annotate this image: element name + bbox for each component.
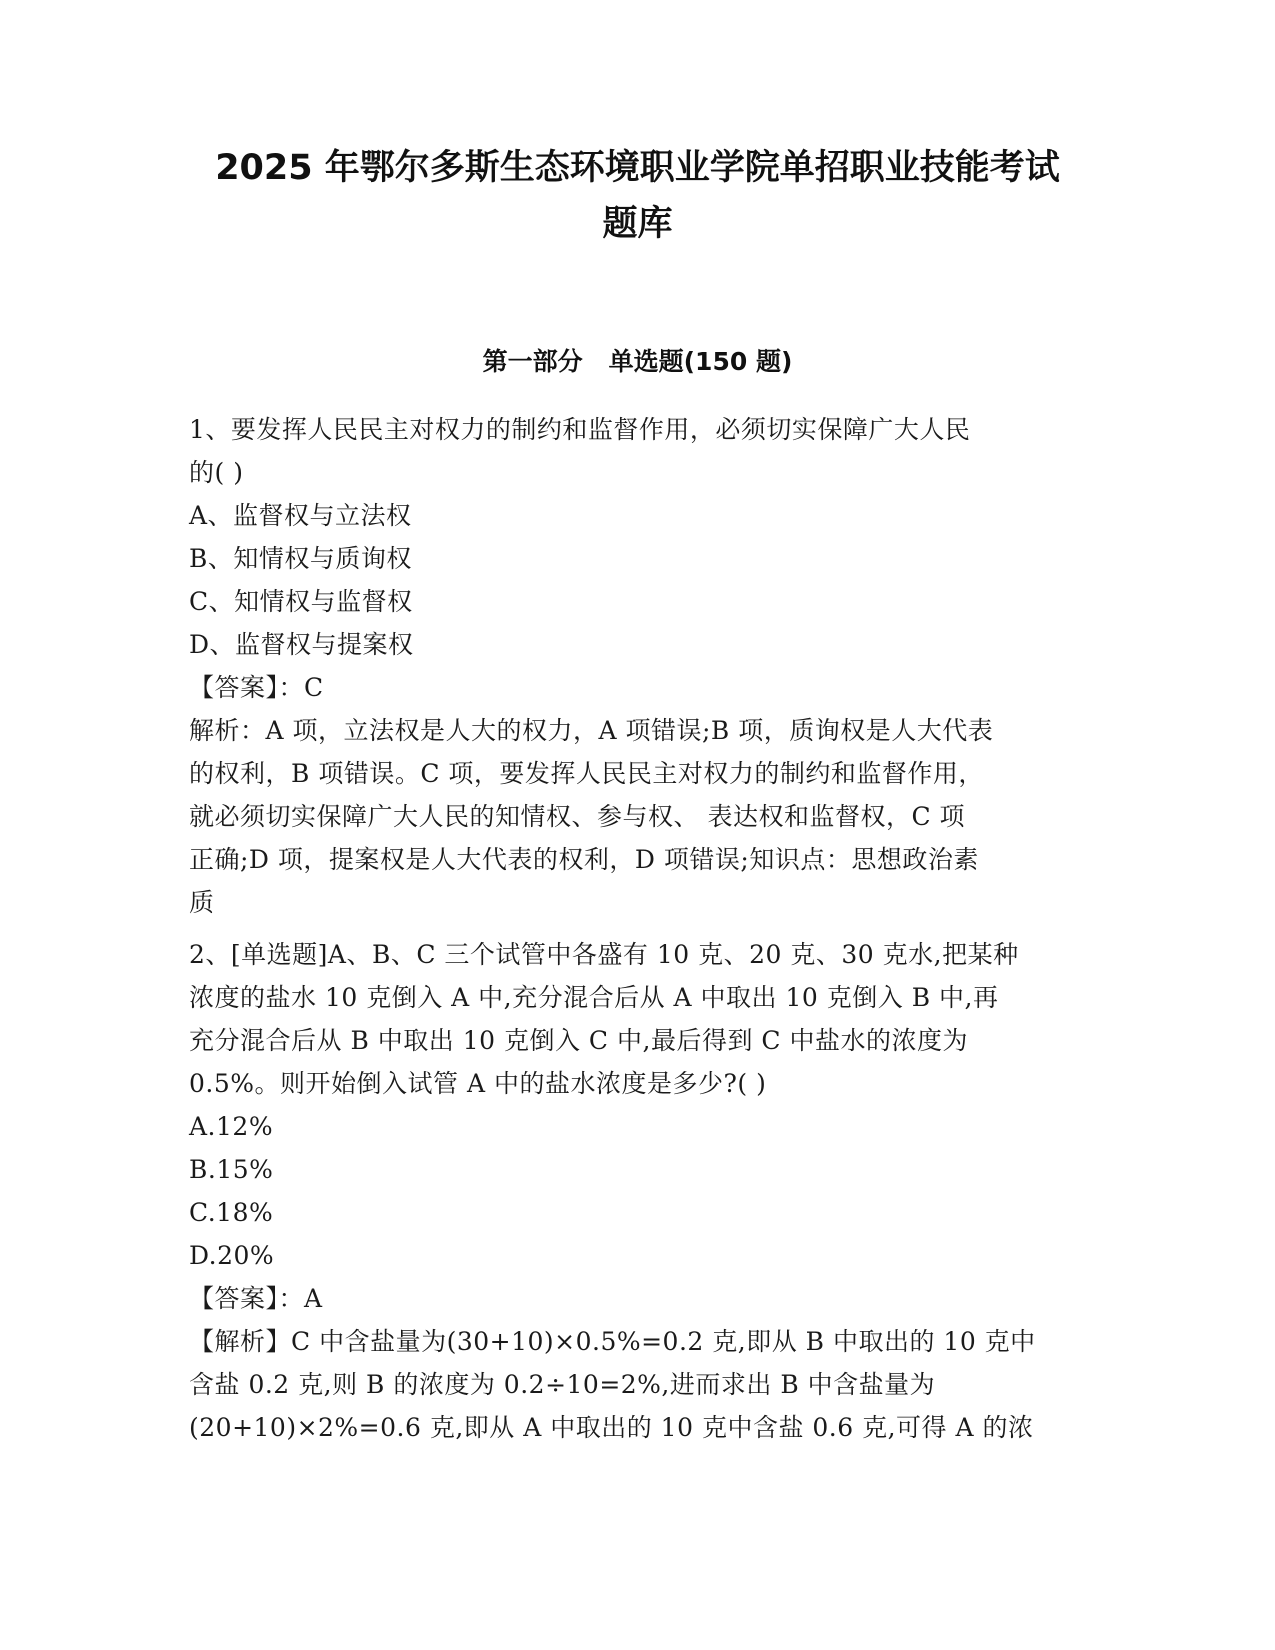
question-1	[189, 408, 1089, 924]
question-stem-line: 0.5%。则开始倒入试管 A 中的盐水浓度是多少?( )	[189, 1069, 767, 1098]
analysis-line: 含盐 0.2 克,则 B 的浓度为 0.2÷10=2%,进而求出 B 中含盐量为	[189, 1370, 936, 1399]
question-stem-line: 浓度的盐水 10 克倒入 A 中,充分混合后从 A 中取出 10 克倒入 B 中,再	[189, 983, 999, 1012]
title-line-2: 题库	[602, 204, 673, 244]
question-2	[189, 933, 1089, 1449]
question-stem-line: 充分混合后从 B 中取出 10 克倒入 C 中,最后得到 C 中盐水的浓度为	[189, 1026, 968, 1055]
option-d: D、监督权与提案权	[189, 630, 414, 659]
option-a: A、监督权与立法权	[189, 501, 412, 530]
option-a: A.12%	[189, 1112, 274, 1141]
analysis-line: (20+10)×2%=0.6 克,即从 A 中取出的 10 克中含盐 0.6 克,可得 A 的浓	[189, 1413, 1034, 1442]
question-stem-line: 的( )	[189, 458, 244, 487]
analysis-line: 【解析】C 中含盐量为(30+10)×0.5%=0.2 克,即从 B 中取出的 10 克中	[189, 1327, 1036, 1356]
section-heading	[140, 345, 1135, 379]
section-part: 第一部分	[482, 347, 583, 376]
question-stem-line: 1、要发挥人民民主对权力的制约和监督作用，必须切实保障广大人民	[189, 415, 971, 444]
analysis-line: 解析：A 项，立法权是人大的权力，A 项错误;B 项，质询权是人大代表	[189, 716, 994, 745]
answer: 【答案】：A	[189, 1284, 323, 1313]
option-c: C.18%	[189, 1198, 274, 1227]
option-b: B、知情权与质询权	[189, 544, 412, 573]
option-d: D.20%	[189, 1241, 275, 1270]
answer: 【答案】：C	[189, 673, 324, 702]
document-title	[140, 140, 1135, 252]
document-body	[189, 408, 1089, 1449]
title-line-1: 2025 年鄂尔多斯生态环境职业学院单招职业技能考试	[215, 148, 1060, 188]
option-b: B.15%	[189, 1155, 274, 1184]
analysis-line: 的权利，B 项错误。C 项，要发挥人民民主对权力的制约和监督作用，	[189, 759, 984, 788]
question-stem-line: 2、[单选题]A、B、C 三个试管中各盛有 10 克、20 克、30 克水,把某种	[189, 940, 1019, 969]
section-name: 单选题(150 题)	[608, 347, 793, 376]
analysis-line: 质	[189, 888, 215, 917]
analysis-line: 就必须切实保障广大人民的知情权、参与权、 表达权和监督权，C 项	[189, 802, 966, 831]
analysis-line: 正确;D 项，提案权是人大代表的权利，D 项错误;知识点：思想政治素	[189, 845, 979, 874]
option-c: C、知情权与监督权	[189, 587, 413, 616]
